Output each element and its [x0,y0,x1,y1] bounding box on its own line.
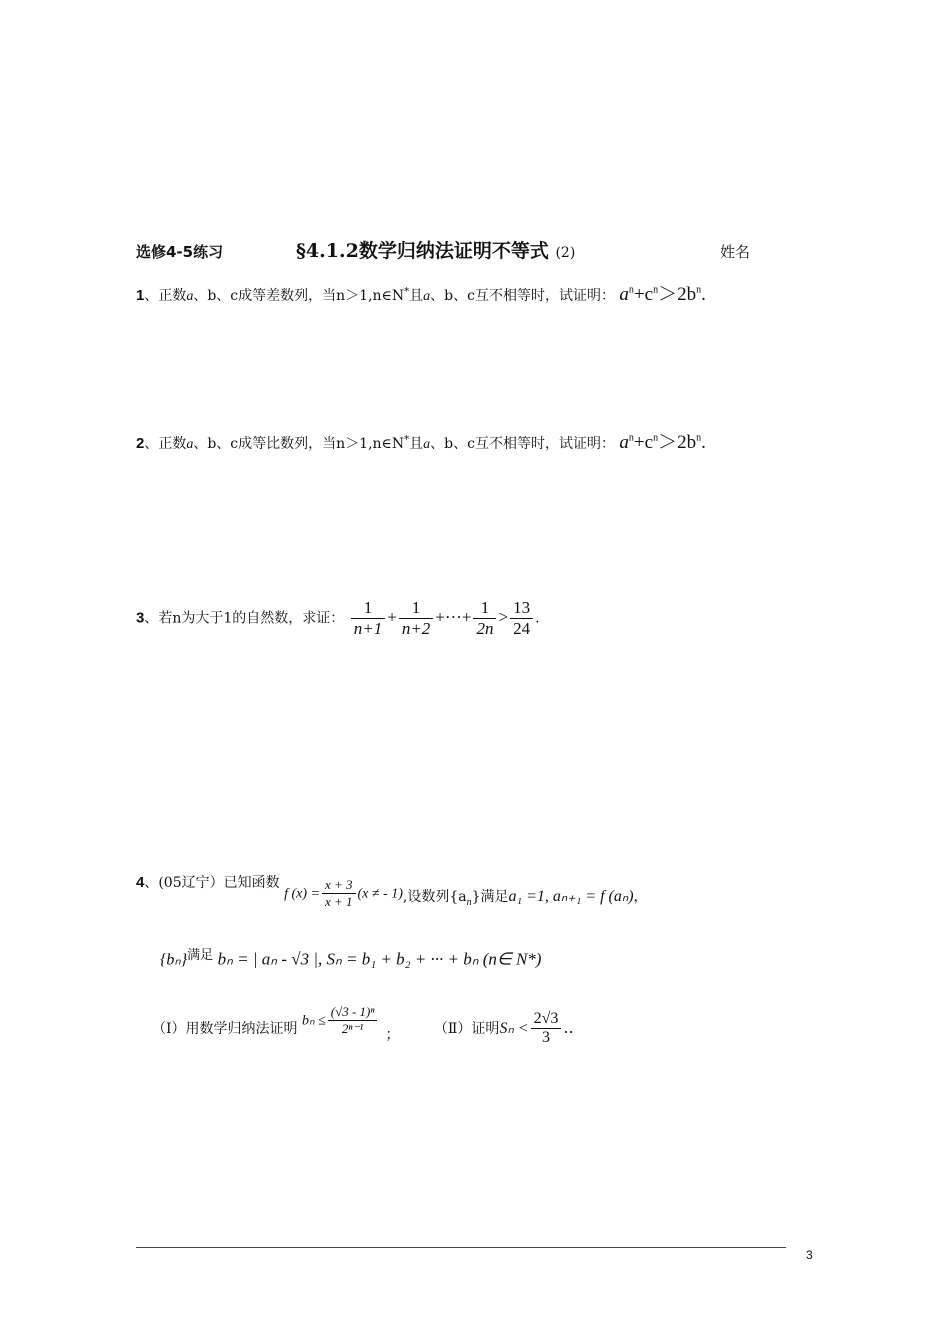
page-number: 3 [806,1248,813,1262]
recurrence: a₁ =1, aₙ₊₁ = f (aₙ) [508,888,634,905]
greater-than: > [498,607,509,627]
semicolon: ； [385,1026,400,1043]
denominator: 2n [476,619,494,638]
fraction-4 [510,598,533,639]
problem-text: 、b、c互不相等时，试证明： [430,436,615,452]
claim-part: +c [633,284,654,305]
sequence-text [403,886,648,908]
seq-open: ,设数列{a [402,889,467,905]
f-lhs: f (x) = [284,886,320,901]
problem-4 [136,872,648,910]
end-dots: .. [563,1017,574,1037]
claim-part: ＞2b [658,284,697,305]
problem-text: 、正数 [144,436,187,452]
problem-text: 、若n为大于1的自然数，求证： [144,610,345,627]
ineq-lhs: bₙ ≤ [301,1013,326,1029]
claim: $a^n+c^n>2b^n$. [619,432,706,453]
fraction-1 [351,598,385,639]
problem-text: 、b、c互不相等时，试证明： [430,288,615,304]
f-condition: (x ≠ - 1) [357,886,403,901]
fraction-3 [473,598,496,639]
problem-text: 、(05辽宁）已知函数 [144,875,280,891]
var-a: a [186,289,194,304]
var-a: a [619,432,629,453]
star-sup: * [404,434,410,446]
numerator: 1 [399,598,433,619]
footer-divider [136,1247,786,1248]
satisfy-label: 满足 [187,948,214,963]
bn-set: {bₙ} [160,951,188,969]
ineq-fraction [328,1004,378,1037]
problem-text: 且 [409,436,424,452]
numerator: 2√3 [531,1010,562,1029]
fraction-2 [399,598,433,639]
problem-1 [136,279,706,306]
problem-number: 3 [136,609,145,627]
denominator: 24 [513,619,531,638]
denominator: n+1 [353,619,383,638]
bn-definition [160,944,541,970]
sn-fraction [531,1010,562,1047]
denominator: 2ⁿ⁻¹ [341,1021,364,1036]
problem-text: 、b、c成等比数列，当n＞1,n∈N [193,436,405,452]
numerator: 1 [351,598,385,619]
sn-lhs: Sₙ < [499,1019,529,1037]
period: . [535,610,540,627]
comma: ， [633,889,648,905]
problem-text: 、正数 [144,288,187,304]
var-a: a [423,289,431,304]
problem-2 [136,427,706,454]
subscript: n [466,896,472,908]
numerator: 1 [473,598,496,619]
claim-part: +c [633,432,654,453]
function-def [284,877,403,910]
name-label: 姓名 [720,243,751,261]
seq-close: }满足 [471,889,509,905]
period: . [701,284,706,305]
claim-part: ＞2b [658,432,697,453]
star-sup: * [404,286,410,298]
problem-number: 4 [136,874,145,891]
numerator: 13 [510,598,533,619]
numerator: x + 3 [322,877,356,894]
claim: $a^n+c^n>2b^n$. [619,284,706,305]
problem-text: 、b、c成等差数列，当n＞1,n∈N [193,288,405,304]
var-a: a [423,437,431,452]
bn-formula: bₙ = | aₙ - √3 |, Sₙ = b₁ + b₂ + ··· + bₙ (n∈ N*) [217,949,542,969]
ellipsis: +···+ [435,607,472,627]
part-2-inequality [499,1010,573,1047]
part-1-inequality [302,1004,379,1037]
problem-number: 2 [136,435,145,452]
problem-4-parts [152,1004,574,1047]
period: . [701,432,706,453]
title-text: §4.1.2数学归纳法证明不等式 [296,240,549,262]
numerator: (√3 - 1)ⁿ [328,1004,378,1021]
title-suffix: (2) [555,245,576,261]
page-title [296,236,575,263]
course-label: 选修4-5练习 [136,243,224,261]
problem-text: 且 [409,288,424,304]
var-a: a [619,284,629,305]
function-fraction [322,877,356,910]
var-a: a [186,437,194,452]
denominator: n+2 [401,619,431,638]
problem-3: 3、若n为大于1的自然数，求证： $\frac{1}{n+1}$ + $\frac{1}{n+2}$ +···+ $\frac{1}{2n}$ > $\frac{13}{24}$ . [136,598,540,638]
part-1-label: （Ⅰ）用数学归纳法证明 [152,1020,298,1037]
denominator: x + 1 [324,893,353,909]
part-2-label: （Ⅱ）证明 [433,1020,500,1037]
denominator: 3 [542,1028,550,1046]
problem-number: 1 [136,287,145,304]
